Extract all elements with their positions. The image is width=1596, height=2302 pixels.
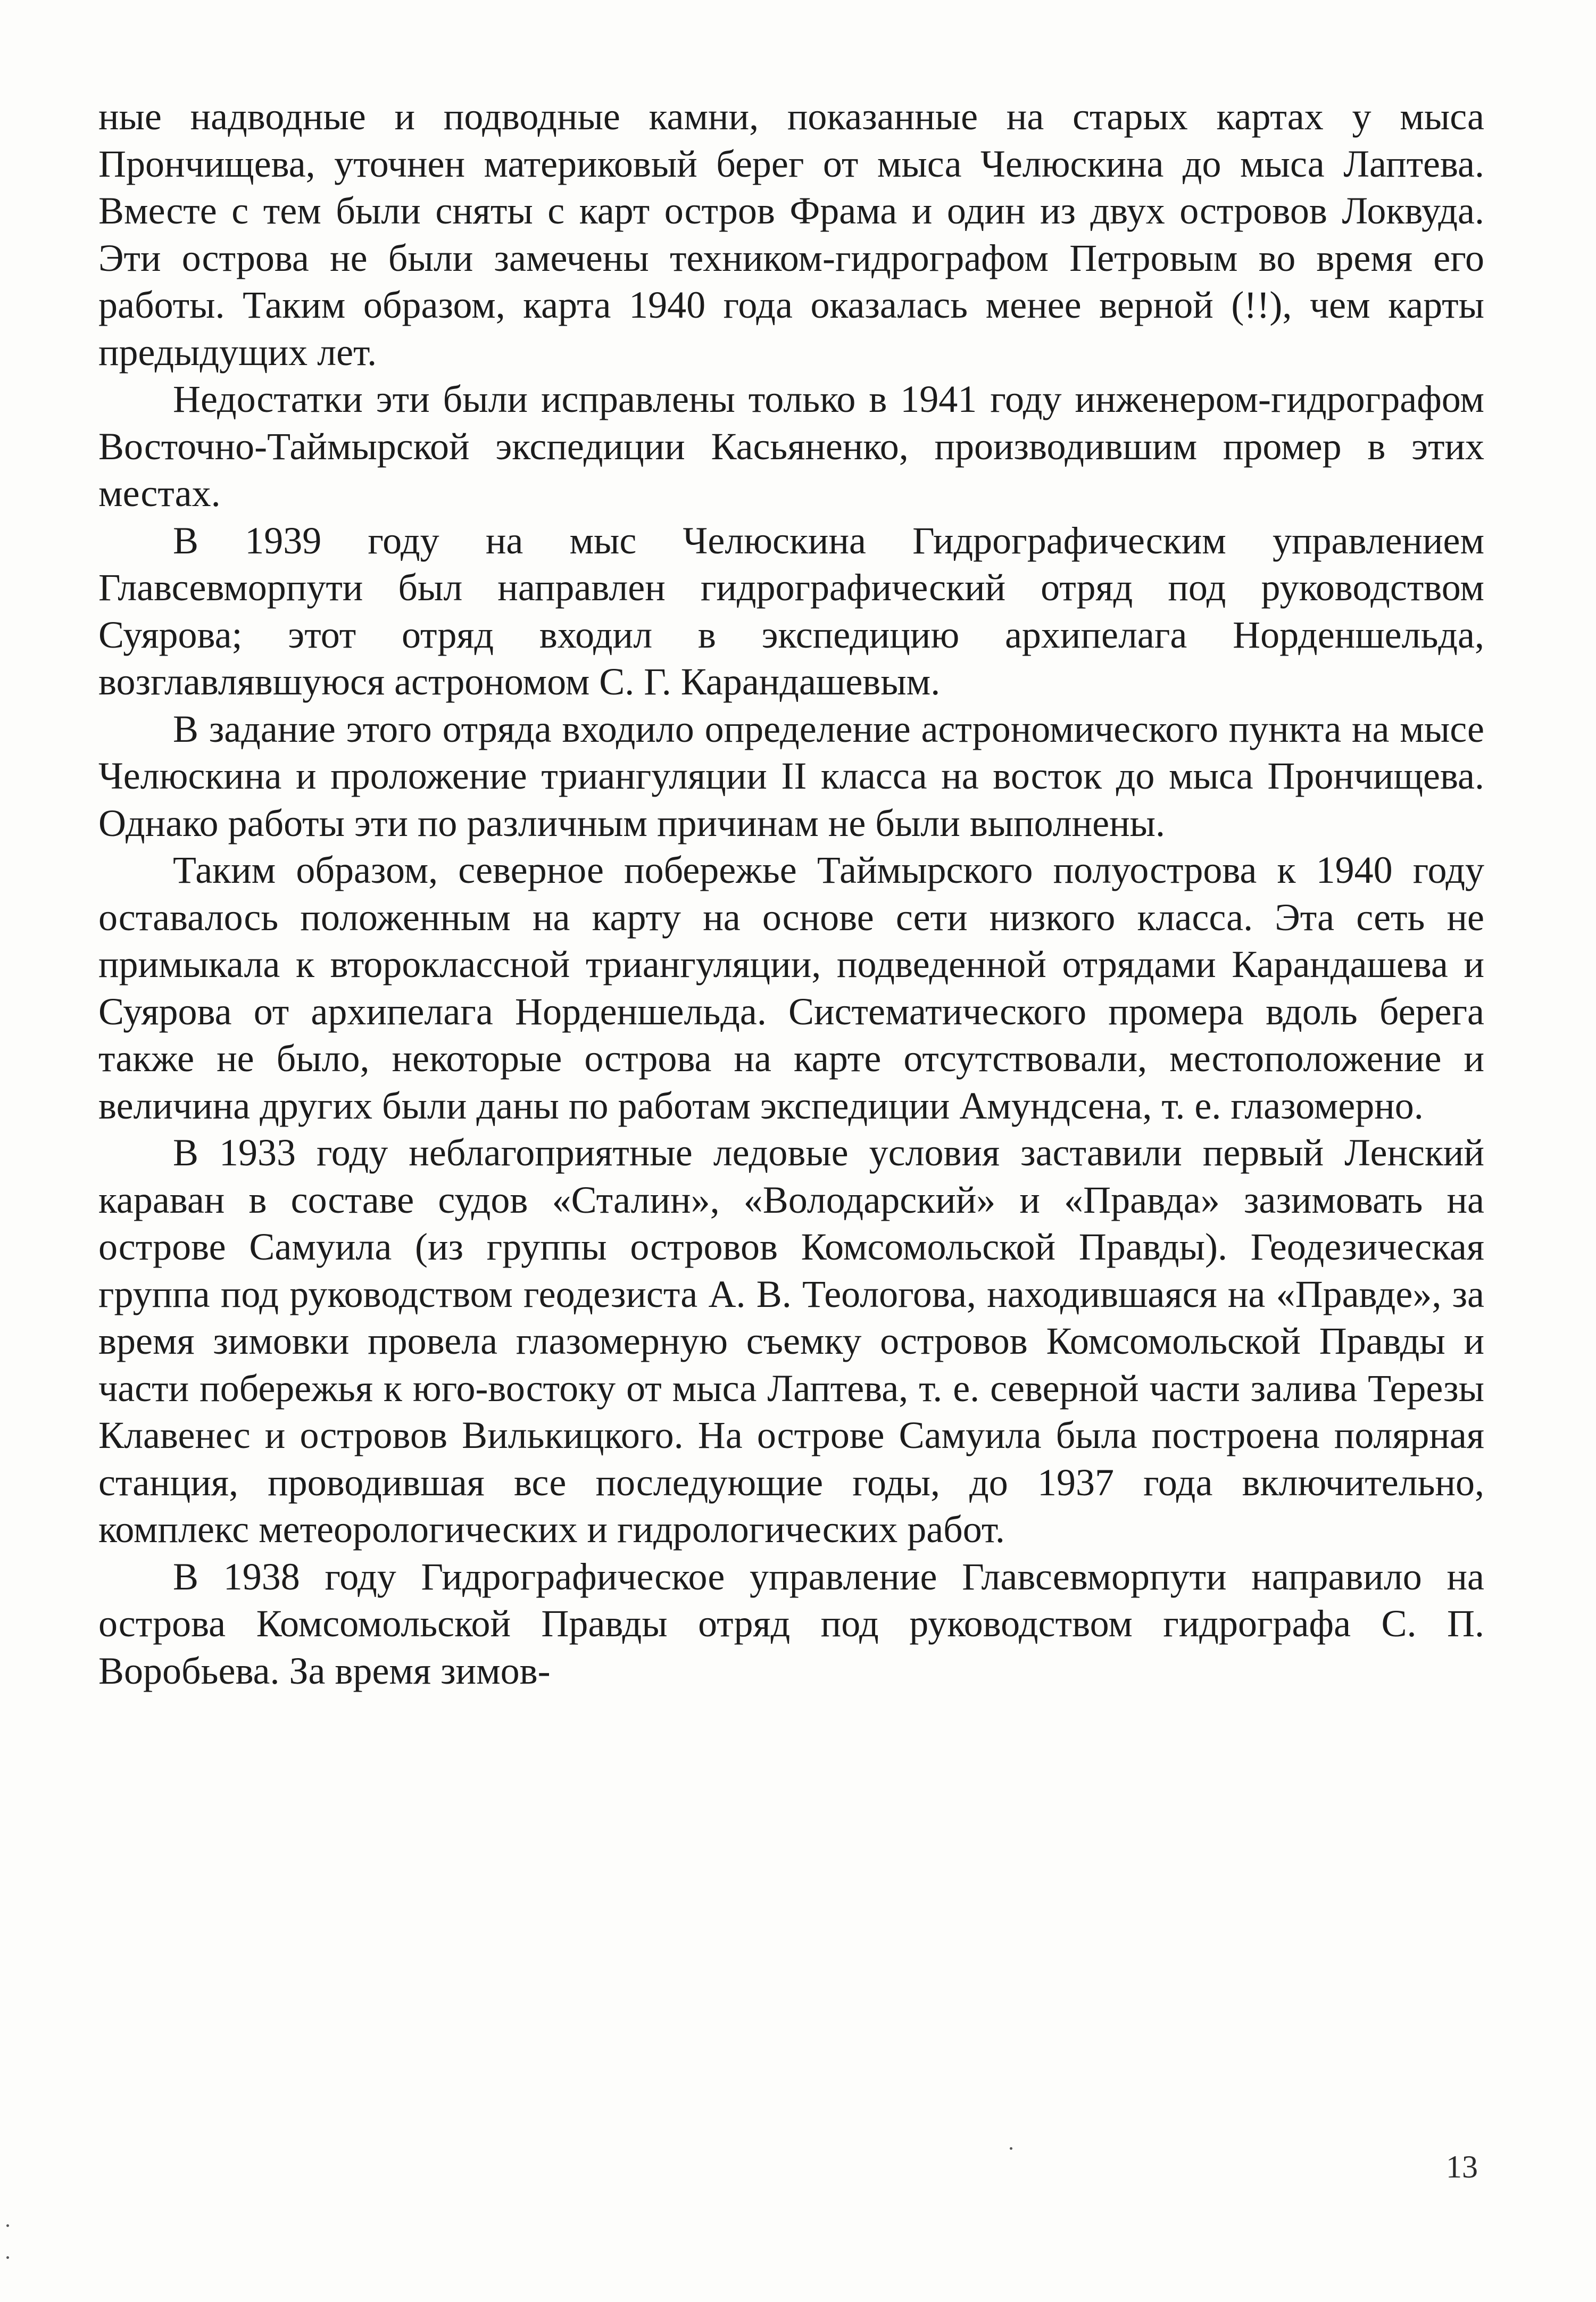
scan-speck bbox=[1010, 2147, 1012, 2150]
paragraph-4: В задание этого отряда входило определение астрономического пункта на мысе Челюскина и проложение триангуляции II класса на восток до мыса Прончищева. Однако работы эти по различным причинам не были выполнены. bbox=[98, 707, 1484, 844]
paragraph-1: ные надводные и подводные камни, показанные на старых картах у мыса Прончищева, уточнен материковый берег от мыса Челюскина до мыса Лаптева. Вместе с тем были сняты с карт остров Фрама и один из двух островов Локвуда. Эти острова не были замечены техником-гидрографом Петровым во время его работы. Таким образом, карта 1940 года оказалась менее верной (!!), чем карты предыдущих лет. bbox=[98, 95, 1484, 374]
scan-speck bbox=[6, 2256, 9, 2259]
paragraph-6: В 1933 году неблагоприятные ледовые условия заставили первый Ленский караван в составе судов «Сталин», «Володарский» и «Правда» зазимовать на острове Самуила (из группы островов Комсомольской Правды). Геодезическая группа под руководством геодезиста А. В. Теологова, находившаяся на «Правде», за время зимовки провела глазомерную съемку островов Комсомольской Правды и части побережья к юго-востоку от мыса Лаптева, т. е. северной части залива Терезы Клавенес и островов Вилькицкого. На острове Самуила была построена полярная станция, проводившая все последующие годы, до 1937 года включительно, комплекс метеорологических и гидрологических работ. bbox=[98, 1131, 1484, 1551]
paragraph-3: В 1939 году на мыс Челюскина Гидрографическим управлением Главсевморпути был направлен гидрографический отряд под руководством Суярова; этот отряд входил в экспедицию архипелага Норденшельда, возглавлявшуюся астрономом С. Г. Карандашевым. bbox=[98, 519, 1484, 703]
page-number: 13 bbox=[1446, 2149, 1478, 2184]
paragraph-7: В 1938 году Гидрографическое управление Главсевморпути направило на острова Комсомольской Правды отряд под руководством гидрографа С. П. Воробьева. За время зимов- bbox=[98, 1555, 1484, 1692]
body-text bbox=[98, 93, 1484, 1694]
scan-speck bbox=[6, 2224, 9, 2227]
paragraph-5: Таким образом, северное побережье Таймырского полуострова к 1940 году оставалось положенным на карту на основе сети низкого класса. Эта сеть не примыкала к второклассной триангуляции, подведенной отрядами Карандашева и Суярова от архипелага Норденшельда. Систематического промера вдоль берега также не было, некоторые острова на карте отсутствовали, местоположение и величина других были даны по работам экспедиции Амундсена, т. е. глазомерно. bbox=[98, 849, 1484, 1127]
paragraph-2: Недостатки эти были исправлены только в 1941 году инженером-гидрографом Восточно-Таймырской экспедиции Касьяненко, производившим промер в этих местах. bbox=[98, 378, 1484, 515]
